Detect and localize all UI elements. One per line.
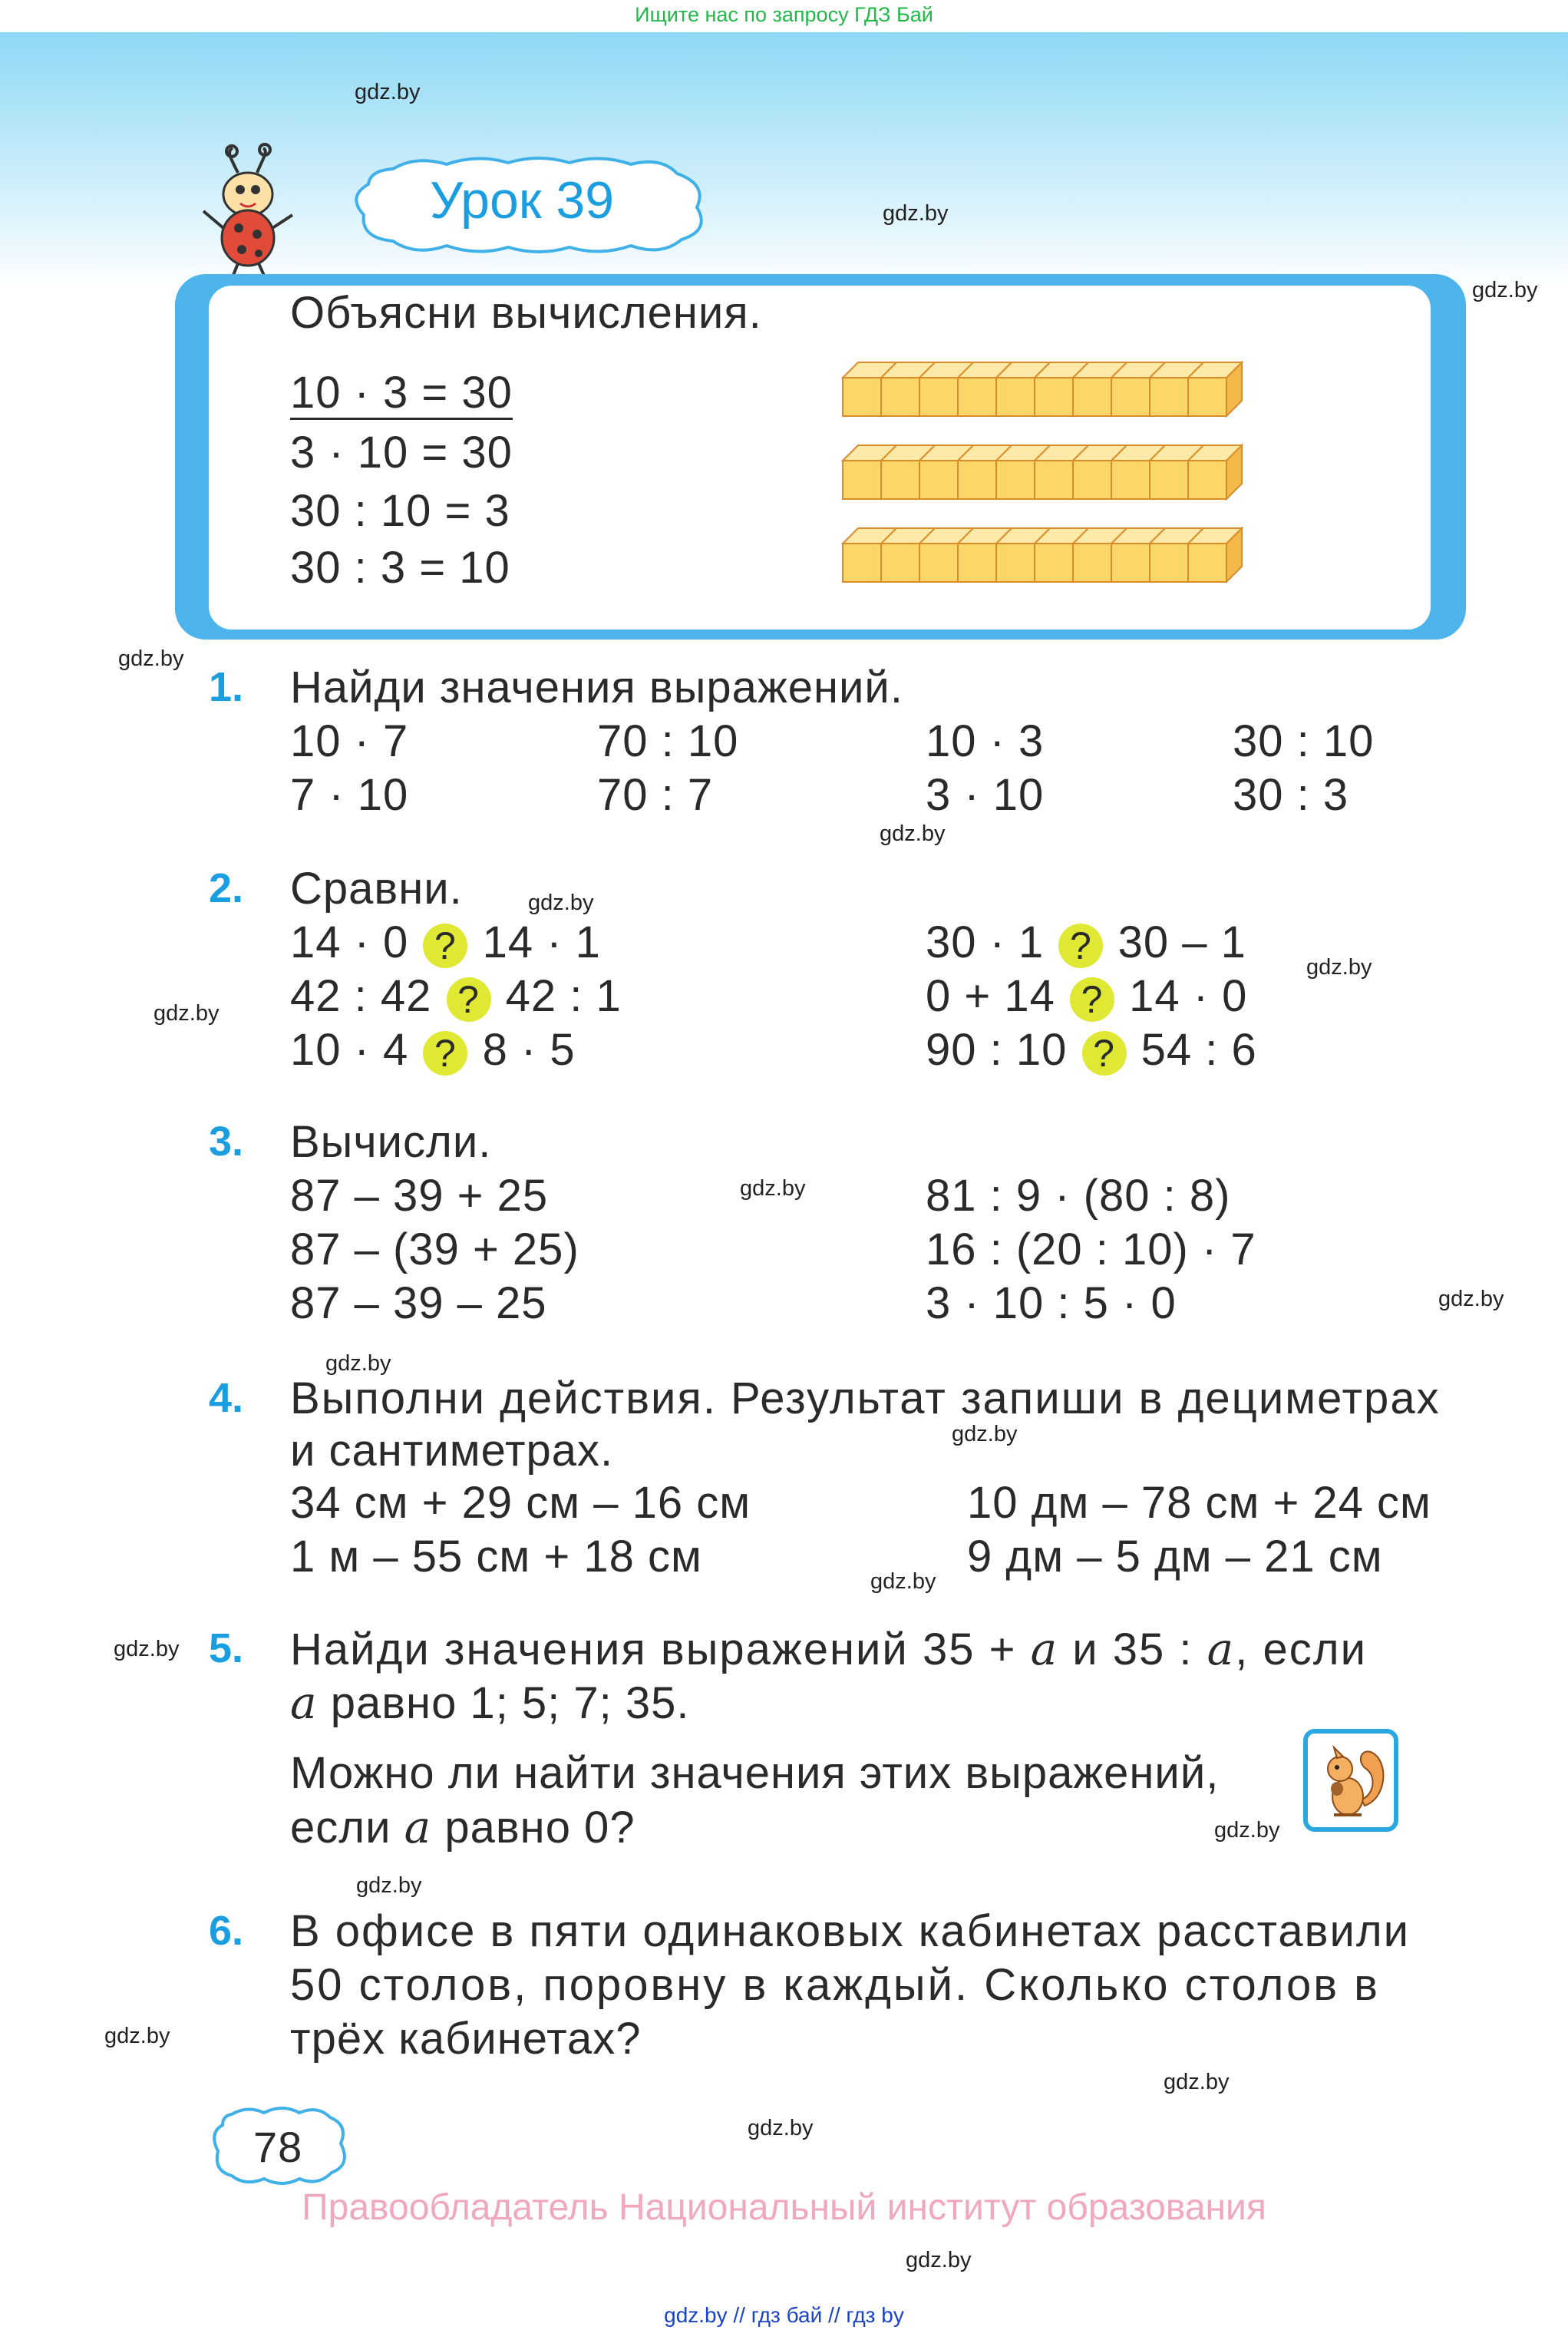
expression: 1 м – 55 см + 18 см bbox=[290, 1532, 702, 1581]
comparison-right: 8 · 5 bbox=[482, 1025, 576, 1075]
expression: 70 : 10 bbox=[597, 716, 739, 766]
task-number: 3. bbox=[209, 1119, 244, 1165]
watermark: gdz.by bbox=[528, 891, 594, 915]
squirrel-icon bbox=[1303, 1729, 1398, 1832]
question-mark-icon[interactable]: ? bbox=[423, 1031, 467, 1076]
comparison-left: 90 : 10 bbox=[926, 1025, 1068, 1075]
cube-rod bbox=[843, 528, 1242, 582]
comparison-row bbox=[926, 970, 1247, 1022]
task-text-part: и 35 : bbox=[1058, 1624, 1207, 1674]
expression: 10 · 3 bbox=[926, 716, 1045, 766]
task-text-part: равно 0? bbox=[431, 1803, 635, 1852]
expression: 87 – (39 + 25) bbox=[290, 1225, 579, 1274]
search-note[interactable]: Ищите нас по запросу ГДЗ Бай bbox=[635, 3, 933, 26]
comparison-left: 10 · 4 bbox=[290, 1025, 409, 1075]
task-text bbox=[290, 1677, 690, 1729]
expression: 34 см + 29 см – 16 см bbox=[290, 1478, 751, 1528]
footer-links[interactable]: gdz.by // гдз бай // гдз by bbox=[664, 2303, 904, 2327]
watermark: gdz.by bbox=[880, 821, 946, 846]
watermark: gdz.by bbox=[114, 1637, 180, 1661]
task-heading: Сравни. bbox=[290, 864, 463, 914]
cube-rod bbox=[843, 362, 1242, 416]
task-text-part: Найди значения выражений 35 + bbox=[290, 1624, 1031, 1674]
comparison-right: 14 · 1 bbox=[482, 917, 601, 967]
comparison-right: 42 : 1 bbox=[505, 971, 622, 1021]
expression: 30 : 10 bbox=[1233, 716, 1375, 766]
task-number: 5. bbox=[209, 1625, 244, 1671]
task-number: 1. bbox=[209, 664, 244, 710]
expression: 3 · 10 : 5 · 0 bbox=[926, 1278, 1177, 1328]
watermark: gdz.by bbox=[748, 2116, 814, 2140]
watermark: gdz.by bbox=[1214, 1818, 1280, 1843]
task-heading: Выполни действия. Результат запиши в дециметрах bbox=[290, 1373, 1441, 1423]
watermark: gdz.by bbox=[153, 1001, 220, 1026]
expression: 81 : 9 · (80 : 8) bbox=[926, 1171, 1231, 1221]
lesson-title: Урок 39 bbox=[430, 171, 615, 230]
watermark: gdz.by bbox=[356, 1873, 422, 1898]
expression: 87 – 39 – 25 bbox=[290, 1278, 547, 1328]
intro-line: 30 : 10 = 3 bbox=[290, 486, 510, 536]
intro-line: 30 : 3 = 10 bbox=[290, 543, 510, 593]
task-question: Можно ли найти значения этих выражений, bbox=[290, 1748, 1220, 1798]
expression: 9 дм – 5 дм – 21 см bbox=[967, 1532, 1383, 1581]
comparison-row bbox=[926, 1024, 1257, 1076]
task-text: В офисе в пяти одинаковых кабинетах расставили bbox=[290, 1906, 1411, 1956]
comparison-left: 14 · 0 bbox=[290, 917, 409, 967]
task-heading: Вычисли. bbox=[290, 1117, 492, 1167]
question-mark-icon[interactable]: ? bbox=[1070, 977, 1114, 1022]
task-number: 4. bbox=[209, 1375, 244, 1421]
task-number: 2. bbox=[209, 865, 244, 911]
variable-a: a bbox=[1207, 1623, 1236, 1675]
comparison-left: 30 · 1 bbox=[926, 917, 1045, 967]
watermark: gdz.by bbox=[883, 201, 949, 226]
comparison-left: 42 : 42 bbox=[290, 971, 432, 1021]
watermark: gdz.by bbox=[355, 80, 421, 104]
expression: 16 : (20 : 10) · 7 bbox=[926, 1225, 1256, 1274]
task-number: 6. bbox=[209, 1908, 244, 1954]
watermark: gdz.by bbox=[1164, 2070, 1230, 2094]
watermark: gdz.by bbox=[118, 646, 184, 671]
page-number: 78 bbox=[253, 2123, 303, 2171]
task-text-part: равно 1; 5; 7; 35. bbox=[317, 1678, 690, 1728]
expression: 7 · 10 bbox=[290, 770, 409, 820]
ten-cube-blocks bbox=[841, 361, 1256, 591]
comparison-right: 30 – 1 bbox=[1117, 917, 1246, 967]
variable-a: a bbox=[290, 1677, 318, 1729]
watermark: gdz.by bbox=[1306, 955, 1372, 980]
watermark: gdz.by bbox=[325, 1351, 391, 1376]
rights-holder: Правообладатель Национальный институт образования bbox=[302, 2187, 1266, 2228]
cube-rod bbox=[843, 445, 1242, 499]
expression: 30 : 3 bbox=[1233, 770, 1349, 820]
question-mark-icon[interactable]: ? bbox=[447, 977, 491, 1022]
variable-a: a bbox=[1030, 1623, 1059, 1675]
intro-heading: Объясни вычисления. bbox=[290, 288, 762, 338]
comparison-left: 0 + 14 bbox=[926, 971, 1055, 1021]
expression: 70 : 7 bbox=[597, 770, 714, 820]
watermark: gdz.by bbox=[906, 2248, 972, 2272]
expression: 87 – 39 + 25 bbox=[290, 1171, 549, 1221]
question-mark-icon[interactable]: ? bbox=[423, 924, 467, 968]
expression: 3 · 10 bbox=[926, 770, 1045, 820]
task-text bbox=[290, 1623, 1367, 1675]
expression: 10 · 7 bbox=[290, 716, 409, 766]
comparison-right: 54 : 6 bbox=[1141, 1025, 1257, 1075]
task-text: 50 столов, поровну в каждый. Сколько столов в bbox=[290, 1960, 1380, 2010]
watermark: gdz.by bbox=[1438, 1287, 1504, 1311]
watermark: gdz.by bbox=[104, 2024, 170, 2048]
watermark: gdz.by bbox=[1472, 278, 1538, 302]
watermark: gdz.by bbox=[952, 1422, 1018, 1446]
task-heading: и сантиметрах. bbox=[290, 1426, 614, 1476]
watermark: gdz.by bbox=[870, 1569, 936, 1594]
task-text-part: , если bbox=[1235, 1624, 1367, 1674]
task-text-part: если bbox=[290, 1803, 404, 1852]
ladybug-icon bbox=[196, 142, 303, 280]
task-question bbox=[290, 1801, 635, 1853]
comparison-row bbox=[926, 917, 1246, 968]
intro-line: 10 · 3 = 30 bbox=[290, 369, 513, 420]
question-mark-icon[interactable]: ? bbox=[1058, 924, 1103, 968]
comparison-row bbox=[290, 970, 622, 1022]
expression: 10 дм – 78 см + 24 см bbox=[967, 1478, 1431, 1528]
watermark: gdz.by bbox=[740, 1176, 806, 1201]
variable-a: a bbox=[404, 1801, 432, 1853]
task-heading: Найди значения выражений. bbox=[290, 663, 903, 712]
intro-line: 3 · 10 = 30 bbox=[290, 428, 513, 478]
comparison-right: 14 · 0 bbox=[1129, 971, 1248, 1021]
task-text: трёх кабинетах? bbox=[290, 2014, 642, 2064]
comparison-row bbox=[290, 917, 601, 968]
comparison-row bbox=[290, 1024, 576, 1076]
question-mark-icon[interactable]: ? bbox=[1082, 1031, 1127, 1076]
